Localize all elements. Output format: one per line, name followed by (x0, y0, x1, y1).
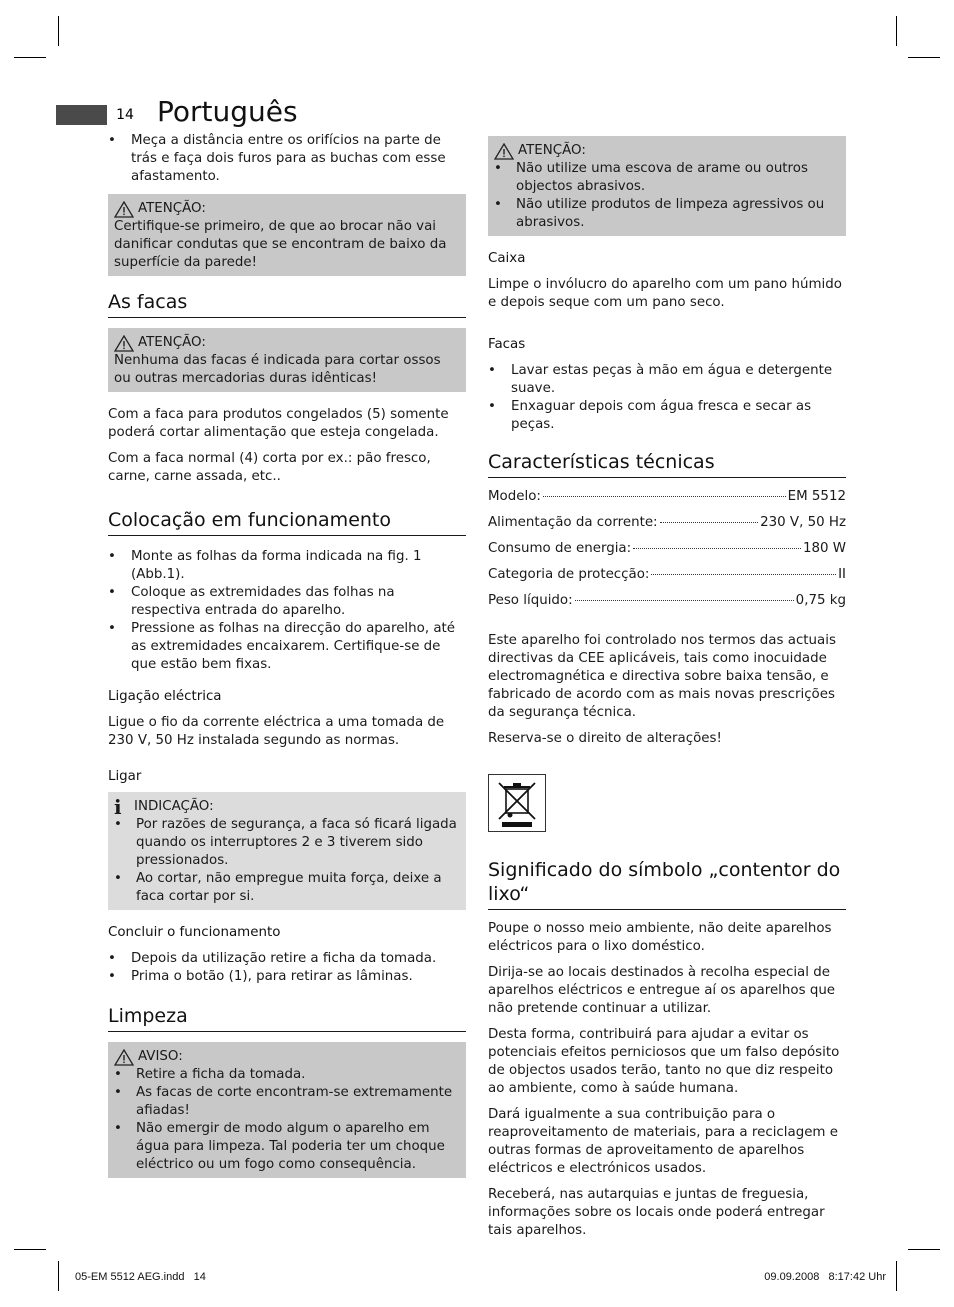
list-item: • Ao cortar, não empregue muita força, deixe a faca cortar por si. (114, 870, 460, 906)
list-item: • Coloque as extremidades das folhas na respectiva entrada do aparelho. (108, 584, 466, 620)
warning-triangle-icon (114, 201, 134, 218)
footer-file-info: 05-EM 5512 AEG.indd 14 (75, 1271, 206, 1283)
warning-title: ATENÇÃO: (518, 143, 586, 158)
warning-text: Nenhuma das facas é indicada para cortar ossos ou outras mercadorias duras idênticas! (114, 353, 441, 386)
spec-row: Consumo de energia: 180 W (488, 541, 846, 556)
list-item: • Não utilize produtos de limpeza agressivos ou abrasivos. (494, 196, 840, 232)
paragraph: Com a faca normal (4) corta por ex.: pão fresco, carne, carne assada, etc.. (108, 451, 431, 484)
subheading-ligacao: Ligação eléctrica (108, 689, 222, 704)
right-column (488, 136, 846, 1248)
info-box (108, 792, 466, 910)
paragraph: Ligue o fio da corrente eléctrica a uma tomada de 230 V, 50 Hz instalada segundo as normas. (108, 715, 445, 748)
paragraph: Desta forma, contribuirá para ajudar a evitar os potenciais efeitos perniciosos que um falso depósito de objectos usados terão, tanto no que diz respeito ao ambiente, como à saúde humana. (488, 1027, 840, 1096)
paragraph: Com a faca para produtos congelados (5) somente poderá cortar alimentação que esteja congelada. (108, 407, 449, 440)
crop-mark (896, 16, 897, 46)
warning-box (108, 328, 466, 392)
list-item: • Monte as folhas da forma indicada na fig. 1 (Abb.1). (108, 548, 466, 584)
subheading-ligar: Ligar (108, 769, 142, 784)
warning-text: Certifique-se primeiro, de que ao brocar não vai danificar condutas que se encontram de baixo da superfície da parede! (114, 219, 447, 270)
list-item: • Enxaguar depois com água fresca e secar as peças. (488, 398, 846, 434)
warning-triangle-icon (114, 1049, 134, 1066)
list-item: • Por razões de segurança, a faca só ficará ligada quando os interruptores 2 e 3 tiverem sido pressionados. (114, 816, 460, 870)
spec-row: Alimentação da corrente: 230 V, 50 Hz (488, 515, 846, 530)
paragraph: Dirija-se ao locais destinados à recolha especial de aparelhos eléctricos e entregue aí os aparelhos que não pretende continuar a utilizar. (488, 965, 836, 1016)
spec-row: Categoria de protecção: II (488, 567, 846, 582)
crossed-out-wheelie-bin-icon (488, 774, 546, 832)
subheading-caixa: Caixa (488, 251, 526, 266)
list-item: • Não emergir de modo algum o aparelho em água para limpeza. Tal poderia ter um choque eléctrico ou um fogo como consequência. (114, 1120, 460, 1174)
paragraph: Reserva-se o direito de alterações! (488, 731, 722, 746)
list-item: • Meça a distância entre os orifícios na parte de trás e faça dois furos para as buchas com esse afastamento. (108, 132, 466, 186)
paragraph: Dará igualmente a sua contribuição para o reaproveitamento de materiais, para a reciclagem e outras formas de aproveitamento de aparelhos eléctricos e electrónicos usados. (488, 1107, 838, 1176)
warning-title: ATENÇÃO: (138, 201, 206, 216)
list-item: • As facas de corte encontram-se extremamente afiadas! (114, 1084, 460, 1120)
warning-box (488, 136, 846, 236)
warning-title: AVISO: (138, 1049, 183, 1064)
crop-mark (58, 16, 59, 46)
footer-timestamp: 09.09.2008 8:17:42 Uhr (764, 1271, 886, 1283)
section-heading-limpeza: Limpeza (108, 1004, 466, 1032)
paragraph: Limpe o invólucro do aparelho com um pano húmido e depois seque com um pano seco. (488, 277, 842, 310)
crop-mark (908, 1249, 940, 1250)
setup-list (108, 548, 466, 674)
knives-care-list (488, 362, 846, 434)
intro-list (108, 132, 466, 186)
list-item: • Retire a ficha da tomada. (114, 1066, 460, 1084)
spec-row: Modelo: EM 5512 (488, 489, 846, 504)
section-heading-facas: As facas (108, 290, 466, 318)
crop-mark (896, 1261, 897, 1291)
warning-triangle-icon (494, 143, 514, 160)
info-title: INDICAÇÃO: (134, 799, 214, 814)
left-column (108, 132, 466, 1192)
subheading-concluir: Concluir o funcionamento (108, 925, 281, 940)
crop-mark (58, 1261, 59, 1291)
section-heading-colocacao: Colocação em funcionamento (108, 508, 466, 536)
warning-triangle-icon (114, 335, 134, 352)
specs-table (488, 488, 846, 618)
spec-row: Peso líquido: 0,75 kg (488, 593, 846, 608)
paragraph: Receberá, nas autarquias e juntas de freguesia, informações sobre os locais onde poderá entregar tais aparelhos. (488, 1187, 825, 1238)
crop-mark (14, 1249, 46, 1250)
finish-list (108, 950, 466, 986)
page-title: Português (157, 95, 298, 128)
list-item: • Lavar estas peças à mão em água e detergente suave. (488, 362, 846, 398)
section-heading-lixo: Significado do símbolo „contentor do lixo“ (488, 858, 846, 910)
list-item: • Não utilize uma escova de arame ou outros objectos abrasivos. (494, 160, 840, 196)
crop-mark (14, 57, 46, 58)
info-icon: i (114, 794, 122, 819)
crop-mark (908, 57, 940, 58)
warning-box (108, 1042, 466, 1178)
list-item: • Depois da utilização retire a ficha da tomada. (108, 950, 466, 968)
warning-title: ATENÇÃO: (138, 335, 206, 350)
warning-box (108, 194, 466, 276)
page-number: 14 (107, 105, 143, 125)
paragraph: Poupe o nosso meio ambiente, não deite aparelhos eléctricos para o lixo doméstico. (488, 921, 832, 954)
list-item: • Prima o botão (1), para retirar as lâminas. (108, 968, 466, 986)
subheading-facas: Facas (488, 337, 526, 352)
section-heading-specs: Características técnicas (488, 450, 846, 478)
paragraph: Este aparelho foi controlado nos termos das actuais directivas da CEE aplicáveis, tais como inocuidade electromagnética e directiva sobre baixa tensão, e fabricado de acordo com as mais novas prescrições da segurança técnica. (488, 633, 836, 720)
list-item: • Pressione as folhas na direcção do aparelho, até as extremidades encaixarem. Certifique-se de que estão bem fixas. (108, 620, 466, 674)
